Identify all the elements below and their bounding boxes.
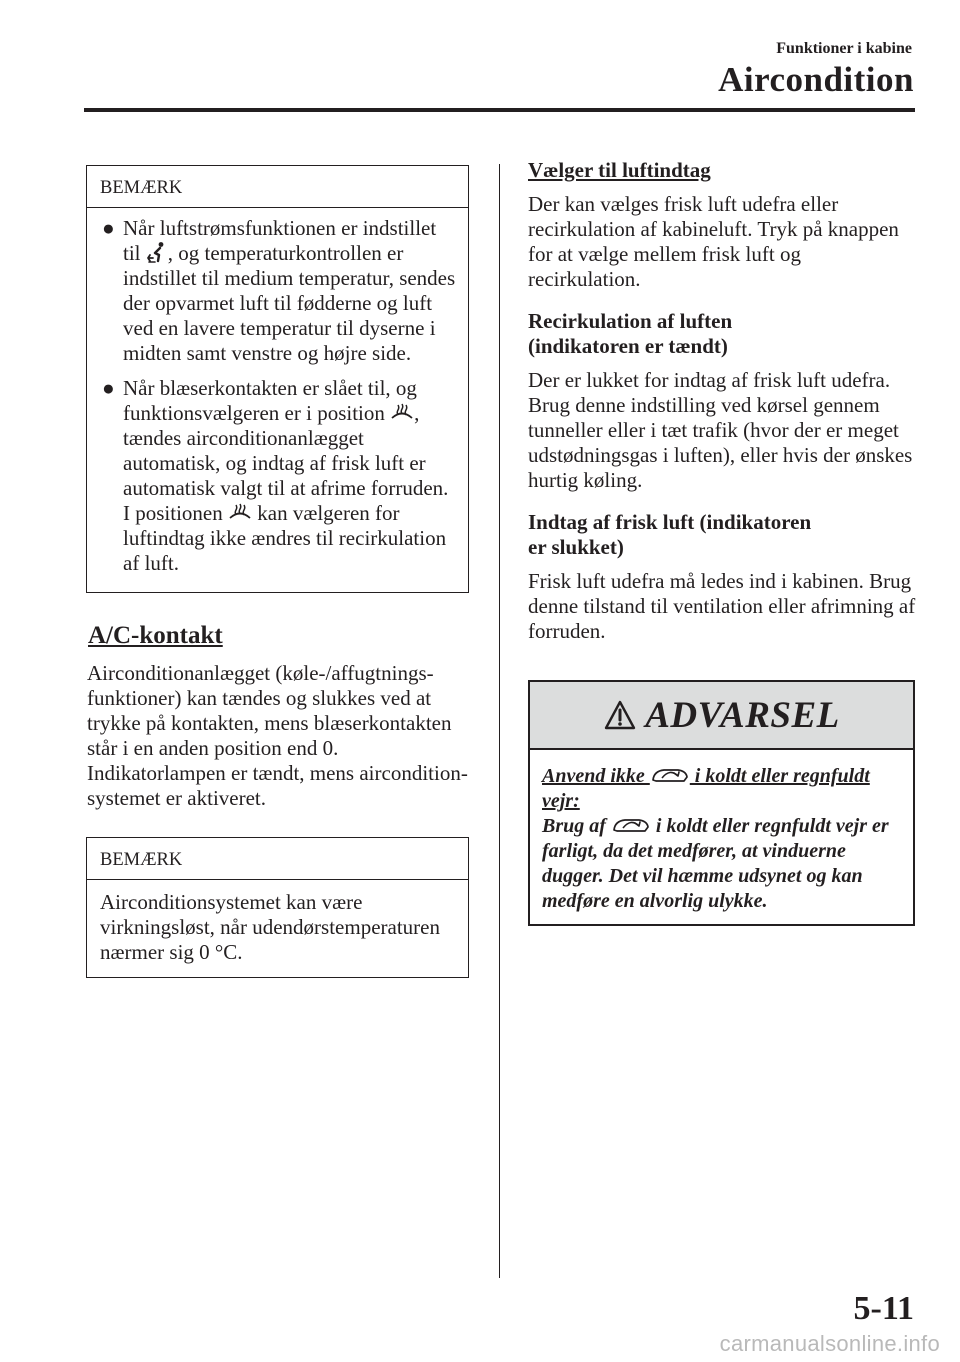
warning-text: Brug af i koldt eller regnfuldt vejr er farligt, da det medfører, at vinduerne dugger. Det vil hæmme udsynet og kan medføre en alvorlig ulykke. <box>542 815 889 912</box>
note-title: BEMÆRK <box>87 838 468 880</box>
note-title: BEMÆRK <box>87 166 468 208</box>
recirc-heading: Recirkulation af luften (indikatoren er tændt) <box>528 309 733 358</box>
warning-box <box>528 680 915 926</box>
section-heading: A/C-kontakt <box>88 622 223 649</box>
note-bullet <box>100 376 456 576</box>
right-column <box>528 158 916 644</box>
page-number: 5-11 <box>853 1290 914 1327</box>
recirculation-icon <box>650 765 690 785</box>
note-body: Airconditionsystemet kan være virkningsløst, når udendørstemperaturen nærmer sig 0 °C. <box>100 890 440 964</box>
note-bullet <box>100 216 456 366</box>
bullet-text: Når blæserkontakten er slået til, og funktionsvælgeren er i position , tændes airconditionanlægget automatisk, og indtag af frisk luft er automatisk valgt til at afrime forruden. I positionen kan vælgeren for luftindtag ikke ændres til recirkulation af luft. <box>123 376 449 575</box>
warning-header <box>530 682 913 750</box>
left-column <box>86 165 469 978</box>
ac-paragraph: Airconditionanlægget (køle-/affugtnings-funktioner) kan tændes og slukkes ved at trykke på kontakten, mens blæserkontakten står i en anden position end 0. Indikatorlampen er tændt, mens aircondition-systemet er aktiveret. <box>87 661 468 810</box>
warning-lead: Anvend ikke i koldt eller regnfuldt vejr: <box>542 765 870 812</box>
warning-label: ADVARSEL <box>645 694 840 736</box>
defroster-icon <box>228 503 252 523</box>
defroster-icon <box>390 403 414 423</box>
intro-paragraph: Der kan vælges frisk luft udefra eller recirkulation af kabineluft. Tryk på knappen for at vælge mellem frisk luft og recirkulation. <box>528 192 899 291</box>
bullet-dot: ● <box>102 216 115 240</box>
header-rule <box>84 108 915 112</box>
recirculation-icon <box>611 815 651 835</box>
page-title: Aircondition <box>718 60 914 99</box>
section-name: Funktioner i kabine <box>776 40 912 57</box>
note-body <box>87 208 468 592</box>
warning-body <box>530 750 913 914</box>
foot-vent-icon <box>146 241 168 263</box>
note-box <box>86 837 469 978</box>
subsection-heading: Vælger til luftindtag <box>528 158 711 182</box>
bullet-text: Når luftstrømsfunktionen er indstillet til , og temperaturkontrollen er indstillet til medium temperatur, sendes der opvarmet luft til fødderne og luft ved en lavere temperatur til dyserne i midten samt venstre og højre side. <box>123 216 456 365</box>
recirc-paragraph: Der er lukket for indtag af frisk luft udefra. Brug denne indstilling ved kørsel gennem tunneller eller i tæt trafik (hvor der er meget udstødningsgas i luften), eller hvis der ønskes hurtig køling. <box>528 368 913 492</box>
bullet-dot: ● <box>102 376 115 400</box>
watermark: carmanualsonline.info <box>719 1331 940 1356</box>
column-divider <box>499 164 500 1278</box>
warning-triangle-icon <box>603 699 637 731</box>
fresh-air-paragraph: Frisk luft udefra må ledes ind i kabinen. Brug denne tilstand til ventilation eller afrimning af forruden. <box>528 569 916 643</box>
fresh-air-heading: Indtag af frisk luft (indikatoren er slukket) <box>528 510 812 559</box>
note-box <box>86 165 469 593</box>
